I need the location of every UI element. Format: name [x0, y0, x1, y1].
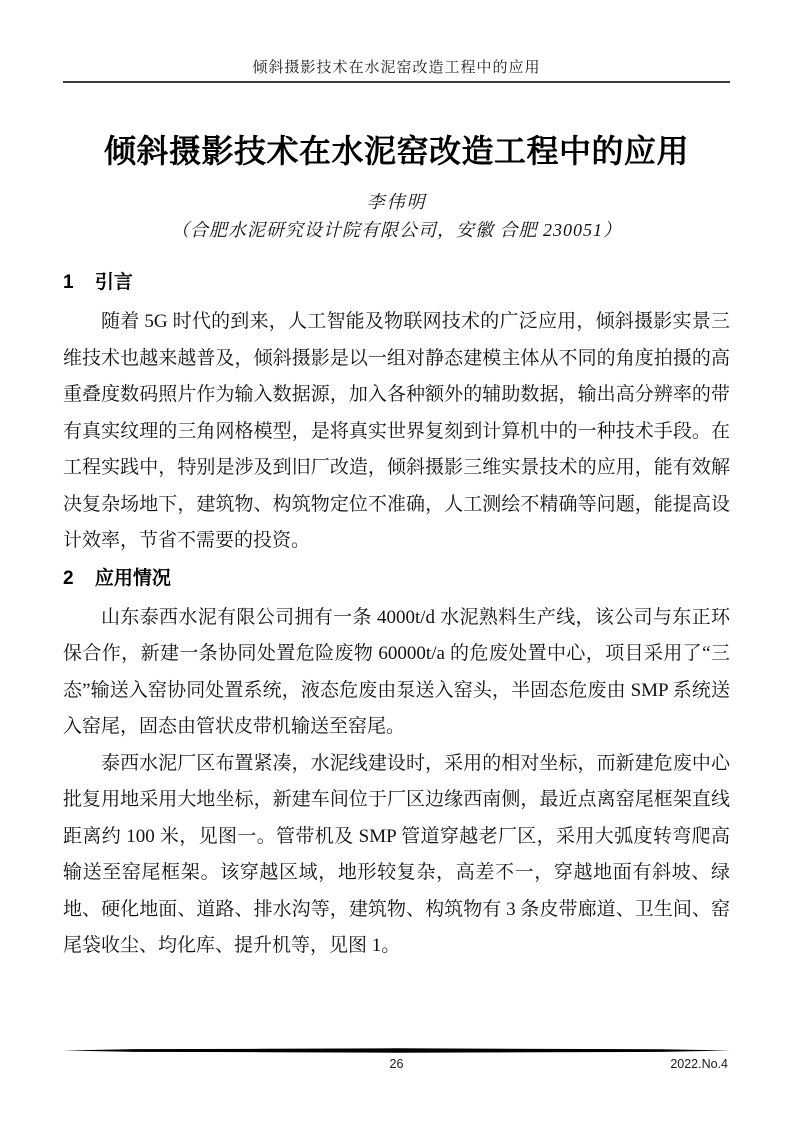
issue-label: 2022.No.4: [670, 1057, 728, 1071]
section-2-title: 应用情况: [94, 567, 171, 589]
application-paragraph-1: 山东泰西水泥有限公司拥有一条 4000t/d 水泥熟料生产线，该公司与东正环保合作，新建一条协同处置危险废物 60000t/a 的危废处置中心，项目采用了“三态”输送入窑协同处置系统，液态危废由泵送入窑头，半固态危废由 SMP 系统送入窑尾，固态由管状皮带机输送至窑尾。: [63, 606, 730, 737]
running-head: 倾斜摄影技术在水泥窑改造工程中的应用: [252, 60, 541, 76]
section-1-heading: [63, 270, 730, 296]
author-name: 李伟明: [366, 192, 427, 212]
section-application: [63, 566, 730, 965]
author-affiliation: （合肥水泥研究设计院有限公司，安徽 合肥 230051）: [171, 220, 622, 240]
section-1-title: 引言: [94, 272, 133, 293]
footer-row: [63, 1056, 730, 1072]
header-rule: [63, 81, 730, 83]
article-title: 倾斜摄影技术在水泥窑改造工程中的应用: [103, 133, 689, 169]
footer-rule: [63, 1048, 730, 1053]
section-1-number: 1: [63, 272, 74, 293]
page-number: 26: [389, 1057, 404, 1071]
intro-paragraph: 随着 5G 时代的到来，人工智能及物联网技术的广泛应用，倾斜摄影实景三维技术也越来越普及，倾斜摄影是以一组对静态建模主体从不同的角度拍摄的高重叠度数码照片作为输入数据源，加入各种额外的辅助数据，输出高分辨率的带有真实纹理的三角网格模型，是将真实世界复刻到计算机中的一种技术手段。在工程实践中，特别是涉及到旧厂改造，倾斜摄影三维实景技术的应用，能有效解决复杂场地下，建筑物、构筑物定位不准确，人工测绘不精确等问题，能提高设计效率，节省不需要的投资。: [63, 311, 730, 551]
section-introduction: [63, 270, 730, 560]
section-2-number: 2: [63, 567, 74, 589]
application-paragraph-2: 泰西水泥厂区布置紧凑，水泥线建设时，采用的相对坐标，而新建危废中心批复用地采用大地坐标，新建车间位于厂区边缘西南侧，最近点离窑尾框架直线距离约 100 米，见图一。管带机及 SMP 管道穿越老厂区，采用大弧度转弯爬高输送至窑尾框架。该穿越区域，地形较复杂，高差不一，穿越地面有斜坡、绿地、硬化地面、道路、排水沟等，建筑物、构筑物有 3 条皮带廊道、卫生间、窑尾袋收尘、均化库、提升机等，见图 1。: [63, 752, 730, 956]
section-2-heading: [63, 566, 730, 592]
page-footer: [63, 1048, 730, 1072]
